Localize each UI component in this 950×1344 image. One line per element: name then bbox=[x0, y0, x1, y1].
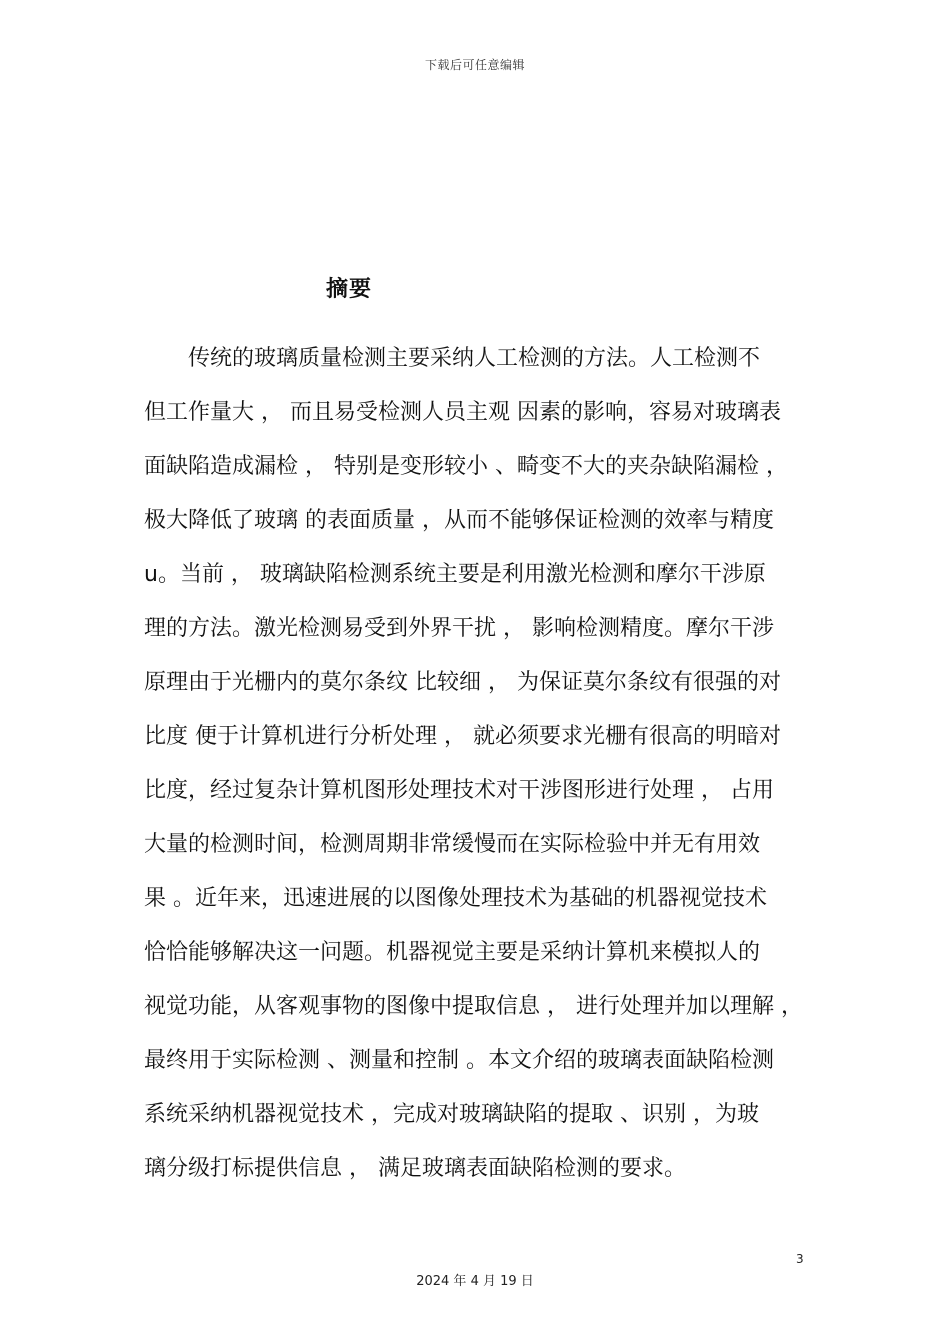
abstract-line: 但工作量大 ， 而且易受检测人员主观 因素的影响，容易对玻璃表 bbox=[144, 400, 781, 425]
abstract-line: 传统的玻璃质量检测主要采纳人工检测的方法。人工检测不 bbox=[144, 346, 761, 371]
abstract-line: 理的方法。激光检测易受到外界干扰 ， 影响检测精度。摩尔干涉 bbox=[144, 616, 774, 641]
abstract-line: 果 。近年来，迅速进展的以图像处理技术为基础的机器视觉技术 bbox=[144, 886, 767, 911]
footer-date: 2024 年 4 月 19 日 bbox=[416, 1274, 534, 1289]
abstract-line: 原理由于光栅内的莫尔条纹 比较细 ， 为保证莫尔条纹有很强的对 bbox=[144, 670, 781, 695]
abstract-line: u。当前 ， 玻璃缺陷检测系统主要是利用激光检测和摩尔干涉原 bbox=[144, 562, 766, 587]
abstract-line: 面缺陷造成漏检 ， 特别是变形较小 、畸变不大的夹杂缺陷漏检 ， bbox=[144, 454, 788, 479]
abstract-line: 最终用于实际检测 、测量和控制 。本文介绍的玻璃表面缺陷检测 bbox=[144, 1048, 774, 1073]
abstract-line: 视觉功能，从客观事物的图像中提取信息 ， 进行处理并加以理解 ， bbox=[144, 994, 803, 1019]
page-title: 摘要 bbox=[326, 277, 373, 302]
abstract-line: 璃分级打标提供信息 ， 满足玻璃表面缺陷检测的要求。 bbox=[144, 1156, 686, 1181]
abstract-line: 系统采纳机器视觉技术 ，完成对玻璃缺陷的提取 、识别 ，为玻 bbox=[144, 1102, 759, 1127]
abstract-line: 极大降低了玻璃 的表面质量 ，从而不能够保证检测的效率与精度 bbox=[144, 508, 774, 533]
abstract-line: 比度 便于计算机进行分析处理 ， 就必须要求光栅有很高的明暗对 bbox=[144, 724, 781, 749]
page-number: 3 bbox=[796, 1252, 804, 1266]
abstract-line: 比度，经过复杂计算机图形处理技术对干涉图形进行处理 ， 占用 bbox=[144, 778, 774, 803]
header-note: 下载后可任意编辑 bbox=[424, 58, 525, 72]
abstract-body bbox=[144, 332, 820, 1196]
abstract-line: 大量的检测时间，检测周期非常缓慢而在实际检验中并无有用效 bbox=[144, 832, 761, 857]
abstract-line: 恰恰能够解决这一问题。机器视觉主要是采纳计算机来模拟人的 bbox=[144, 940, 761, 965]
